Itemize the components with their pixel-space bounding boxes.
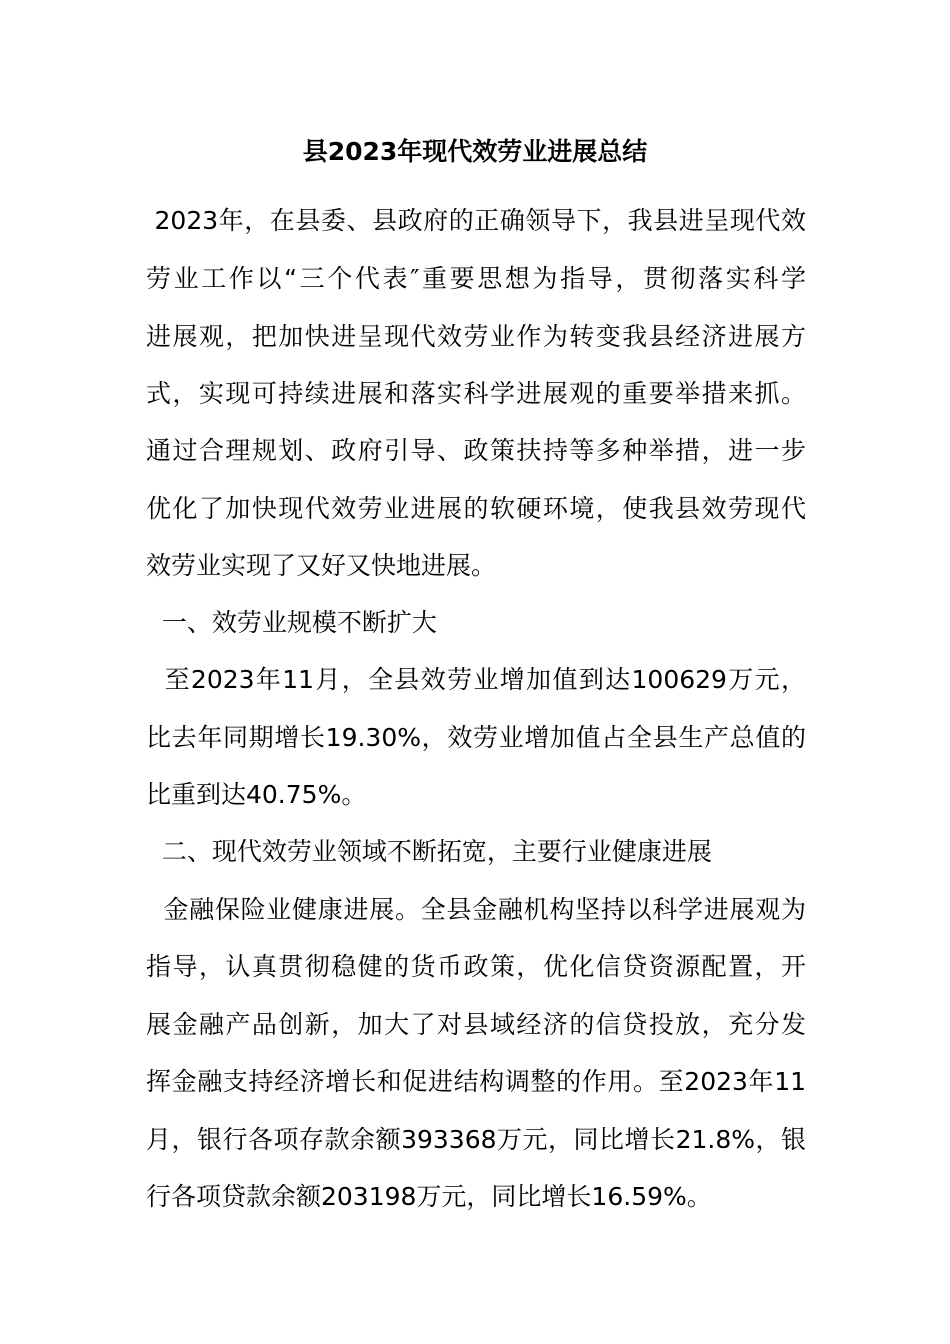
paragraph-3-line-2: 指导，认真贯彻稳健的货币政策，优化信贷资源配置，开 [146, 952, 806, 981]
paragraph-2-line-1: 至2023年11月，全县效劳业增加值到达100629万元， [146, 665, 806, 694]
paragraph-1-line-5: 通过合理规划、政府引导、政策扶持等多种举措，进一步 [146, 436, 806, 465]
paragraph-1-line-7: 效劳业实现了又好又快地进展。 [146, 551, 497, 580]
paragraph-1-line-3: 进展观，把加快进呈现代效劳业作为转变我县经济进展方 [146, 322, 806, 351]
paragraph-3-line-3: 展金融产品创新，加大了对县域经济的信贷投放，充分发 [146, 1010, 806, 1039]
section-heading-1: 一、效劳业规模不断扩大 [146, 608, 437, 637]
paragraph-3-line-6: 行各项贷款余额203198万元，同比增长16.59%。 [146, 1182, 712, 1211]
paragraph-3-line-5: 月，银行各项存款余额393368万元，同比增长21.8%，银 [146, 1125, 806, 1154]
paragraph-3-line-4: 挥金融支持经济增长和促进结构调整的作用。至2023年11 [146, 1067, 806, 1096]
section-heading-2: 二、现代效劳业领域不断拓宽，主要行业健康进展 [146, 837, 712, 866]
paragraph-2-line-3: 比重到达40.75%。 [146, 780, 367, 809]
document-title: 县2023年现代效劳业进展总结 [302, 137, 648, 166]
paragraph-2-line-2: 比去年同期增长19.30%，效劳业增加值占全县生产总值的 [146, 723, 806, 752]
paragraph-1-line-4: 式，实现可持续进展和落实科学进展观的重要举措来抓。 [146, 379, 806, 408]
paragraph-1-line-1: 2023年，在县委、县政府的正确领导下，我县进呈现代效 [146, 206, 806, 235]
paragraph-1-line-2: 劳业工作以“三个代表″重要思想为指导，贯彻落实科学 [146, 264, 806, 293]
paragraph-1-line-6: 优化了加快现代效劳业进展的软硬环境，使我县效劳现代 [146, 494, 806, 523]
paragraph-3-line-1: 金融保险业健康进展。全县金融机构坚持以科学进展观为 [146, 895, 806, 924]
